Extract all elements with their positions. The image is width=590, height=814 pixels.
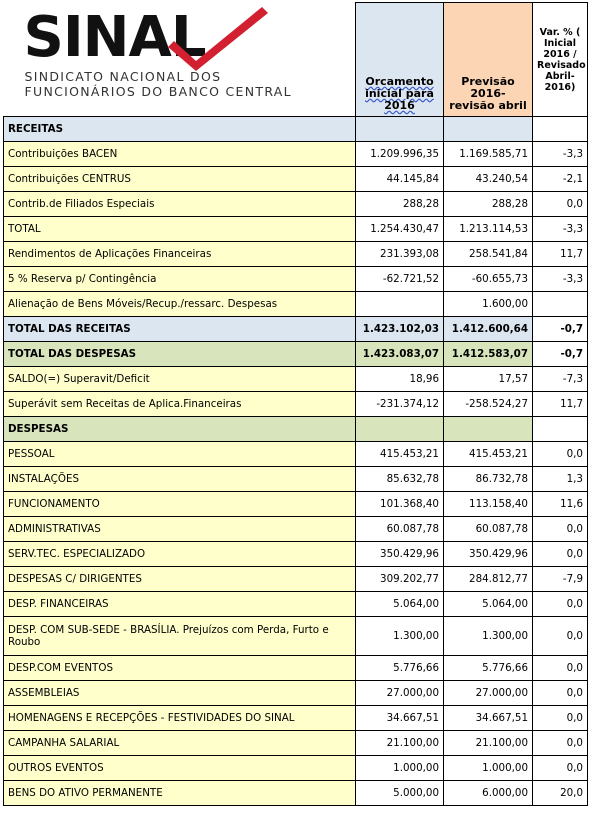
total-receitas-row: TOTAL DAS RECEITAS 1.423.102,03 1.412.600,64 -0,7	[4, 317, 588, 342]
table-row: DESP. COM SUB-SEDE - BRASÍLIA. Prejuízos com Perda, Furto e Roubo 1.300,00 1.300,00 0,0	[4, 617, 588, 656]
table-row: PESSOAL 415.453,21 415.453,21 0,0	[4, 442, 588, 467]
table-row: Alienação de Bens Móveis/Recup./ressarc. Despesas 1.600,00	[4, 292, 588, 317]
table-row: Contribuições CENTRUS 44.145,84 43.240,54 -2,1	[4, 167, 588, 192]
total-despesas-row: TOTAL DAS DESPESAS 1.423.083,07 1.412.583,07 -0,7	[4, 342, 588, 367]
table-row: Contribuições BACEN 1.209.996,35 1.169.585,71 -3,3	[4, 142, 588, 167]
section-receitas: RECEITAS	[4, 117, 588, 142]
table-row: ASSEMBLEIAS 27.000,00 27.000,00 0,0	[4, 681, 588, 706]
table-row: DESPESAS C/ DIRIGENTES 309.202,77 284.812,77 -7,9	[4, 567, 588, 592]
header-previsao-revisao: Previsão 2016-revisão abril	[444, 3, 533, 117]
table-row: INSTALAÇÕES 85.632,78 86.732,78 1,3	[4, 467, 588, 492]
table-row: HOMENAGENS E RECEPÇÕES - FESTIVIDADES DO SINAL 34.667,51 34.667,51 0,0	[4, 706, 588, 731]
table-row: DESP.COM EVENTOS 5.776,66 5.776,66 0,0	[4, 656, 588, 681]
header-orcamento-inicial: Orcamento inicial para 2016	[356, 3, 444, 117]
table-row: CAMPANHA SALARIAL 21.100,00 21.100,00 0,0	[4, 731, 588, 756]
table-row: ADMINISTRATIVAS 60.087,78 60.087,78 0,0	[4, 517, 588, 542]
table-row: BENS DO ATIVO PERMANENTE 5.000,00 6.000,00 20,0	[4, 781, 588, 806]
table-row: SALDO(=) Superavit/Deficit 18,96 17,57 -7,3	[4, 367, 588, 392]
header-variacao: Var. % ( Inicial 2016 / Revisado Abril-2016)	[533, 3, 588, 117]
check-mark-icon	[144, 3, 274, 73]
table-row: TOTAL 1.254.430,47 1.213.114,53 -3,3	[4, 217, 588, 242]
table-row: FUNCIONAMENTO 101.368,40 113.158,40 11,6	[4, 492, 588, 517]
table-row: 5 % Reserva p/ Contingência -62.721,52 -60.655,73 -3,3	[4, 267, 588, 292]
budget-table	[3, 2, 588, 806]
logo-wordmark: SINAL	[23, 4, 206, 70]
table-row: OUTROS EVENTOS 1.000,00 1.000,00 0,0	[4, 756, 588, 781]
section-despesas: DESPESAS	[4, 417, 588, 442]
table-row: DESP. FINANCEIRAS 5.064,00 5.064,00 0,0	[4, 592, 588, 617]
logo-line-1: SINDICATO NACIONAL DOS	[24, 68, 222, 84]
logo-line-2: FUNCIONÁRIOS DO BANCO CENTRAL	[24, 83, 292, 99]
sinal-logo	[4, 3, 356, 117]
table-row: SERV.TEC. ESPECIALIZADO 350.429,96 350.429,96 0,0	[4, 542, 588, 567]
table-row: Contrib.de Filiados Especiais 288,28 288,28 0,0	[4, 192, 588, 217]
table-row: Superávit sem Receitas de Aplica.Financeiras -231.374,12 -258.524,27 11,7	[4, 392, 588, 417]
table-row: Rendimentos de Aplicações Financeiras 231.393,08 258.541,84 11,7	[4, 242, 588, 267]
header-row	[4, 3, 588, 117]
